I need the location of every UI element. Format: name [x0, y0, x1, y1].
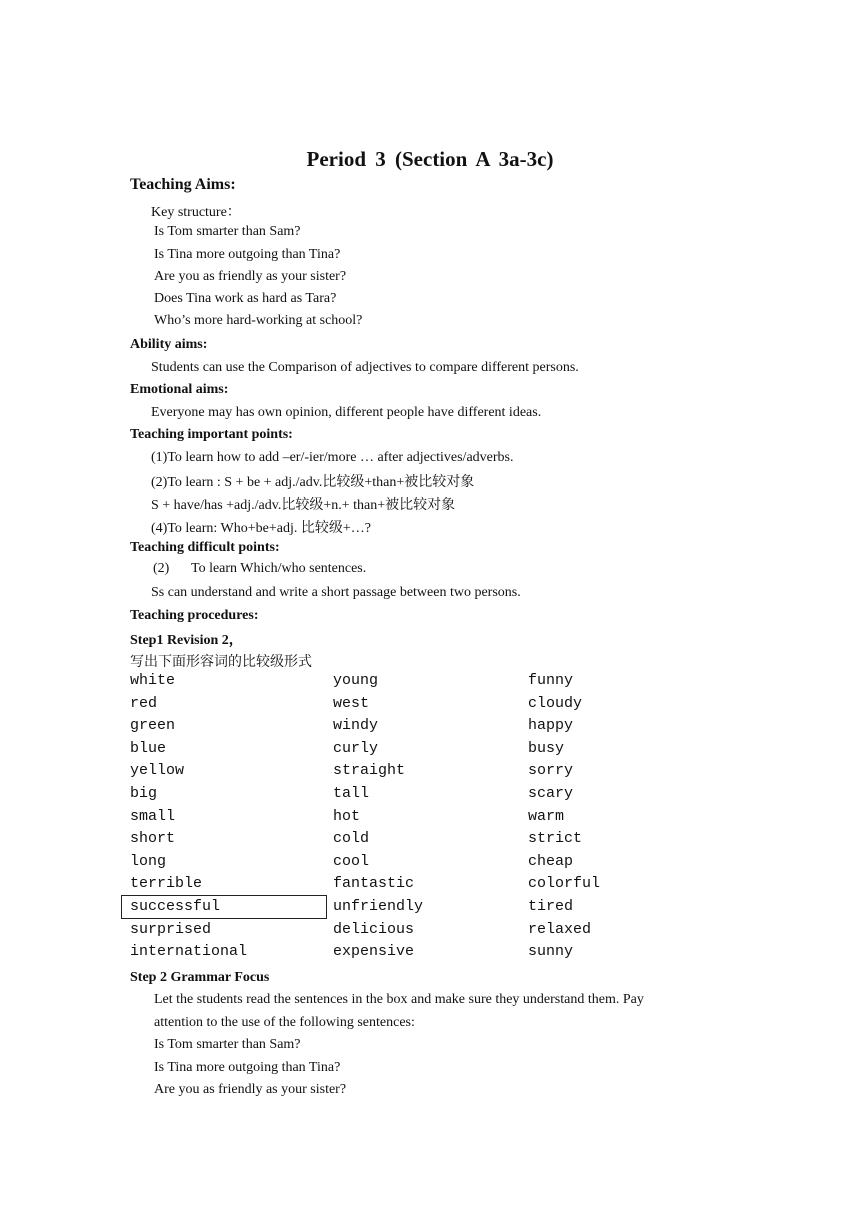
word-cell: red	[130, 694, 158, 712]
word-cell: fantastic	[333, 875, 415, 893]
key-structure-label: Key structure：	[151, 205, 241, 220]
step2-sentence: Are you as friendly as your sister?	[154, 1082, 347, 1097]
word-cell: strict	[528, 830, 583, 848]
word-cell: cool	[333, 852, 370, 870]
word-cell: long	[130, 852, 167, 870]
key-sentence: Is Tom smarter than Sam?	[154, 224, 301, 239]
word-cell: tired	[528, 898, 574, 915]
ability-aims-text: Students can use the Comparison of adjectives to compare different persons.	[151, 360, 579, 375]
ability-aims-heading: Ability aims:	[130, 337, 208, 352]
key-sentence: Does Tina work as hard as Tara?	[154, 291, 337, 306]
word-cell: curly	[333, 739, 379, 757]
step1-instruction: 写出下面形容词的比较级形式	[130, 655, 312, 670]
word-cell: relaxed	[528, 920, 592, 938]
word-cell: sunny	[528, 943, 574, 961]
word-cell: blue	[130, 739, 167, 757]
word-cell: delicious	[333, 920, 415, 938]
word-cell: small	[130, 807, 176, 825]
word-cell: colorful	[528, 875, 601, 893]
word-cell: sorry	[528, 762, 574, 780]
emotional-aims-text: Everyone may has own opinion, different people have different ideas.	[151, 405, 542, 420]
step2-paragraph: attention to the use of the following sentences:	[154, 1015, 415, 1030]
word-cell: busy	[528, 739, 565, 757]
teaching-aims-heading: Teaching Aims:	[130, 176, 236, 193]
word-cell: surprised	[130, 920, 212, 938]
key-sentence: Is Tina more outgoing than Tina?	[154, 247, 341, 262]
important-points-heading: Teaching important points:	[130, 427, 293, 442]
word-cell: successful	[130, 898, 221, 915]
word-cell: warm	[528, 807, 565, 825]
page-title: Period 3 (Section A 3a-3c)	[306, 147, 554, 171]
word-cell: young	[333, 672, 379, 689]
key-sentence: Who’s more hard-working at school?	[154, 313, 363, 328]
important-point: (2)To learn : S + be + adj./adv.比较级+than+被比较对象	[151, 475, 475, 490]
word-cell: international	[130, 943, 248, 961]
important-point: (1)To learn how to add –er/-ier/more … after adjectives/adverbs.	[151, 450, 514, 465]
word-cell: happy	[528, 717, 574, 735]
difficult-point-line: Ss can understand and write a short passage between two persons.	[151, 585, 521, 600]
word-cell: straight	[333, 762, 406, 780]
word-cell: terrible	[130, 875, 203, 893]
word-cell: big	[130, 785, 158, 802]
word-cell: expensive	[333, 943, 415, 961]
word-cell: tall	[333, 785, 370, 802]
word-cell: scary	[528, 785, 574, 802]
word-cell: cold	[333, 830, 370, 848]
word-cell: green	[130, 717, 176, 735]
word-cell: short	[130, 830, 176, 848]
step2-paragraph: Let the students read the sentences in the box and make sure they understand them. Pay	[154, 992, 644, 1007]
step1-heading: Step1 Revision 2，	[130, 633, 243, 648]
word-cell: white	[130, 672, 176, 689]
word-cell: windy	[333, 717, 379, 735]
procedures-heading: Teaching procedures:	[130, 608, 259, 623]
key-sentence: Are you as friendly as your sister?	[154, 269, 347, 284]
word-cell: cheap	[528, 852, 574, 870]
important-point: S + have/has +adj./adv.比较级+n.+ than+被比较对象	[151, 498, 456, 513]
step2-sentence: Is Tina more outgoing than Tina?	[154, 1060, 341, 1075]
word-cell: unfriendly	[333, 898, 424, 915]
difficult-point-number: (2)	[153, 561, 170, 576]
step2-heading: Step 2 Grammar Focus	[130, 970, 270, 985]
word-cell: funny	[528, 672, 574, 689]
word-cell: cloudy	[528, 694, 583, 712]
word-cell: yellow	[130, 762, 185, 780]
step2-sentence: Is Tom smarter than Sam?	[154, 1037, 301, 1052]
important-point: (4)To learn: Who+be+adj. 比较级+…?	[151, 521, 371, 536]
difficult-points-heading: Teaching difficult points:	[130, 540, 280, 555]
word-cell: west	[333, 694, 370, 712]
word-cell: hot	[333, 807, 361, 825]
difficult-point-text: To learn Which/who sentences.	[191, 561, 367, 576]
emotional-aims-heading: Emotional aims:	[130, 382, 229, 397]
